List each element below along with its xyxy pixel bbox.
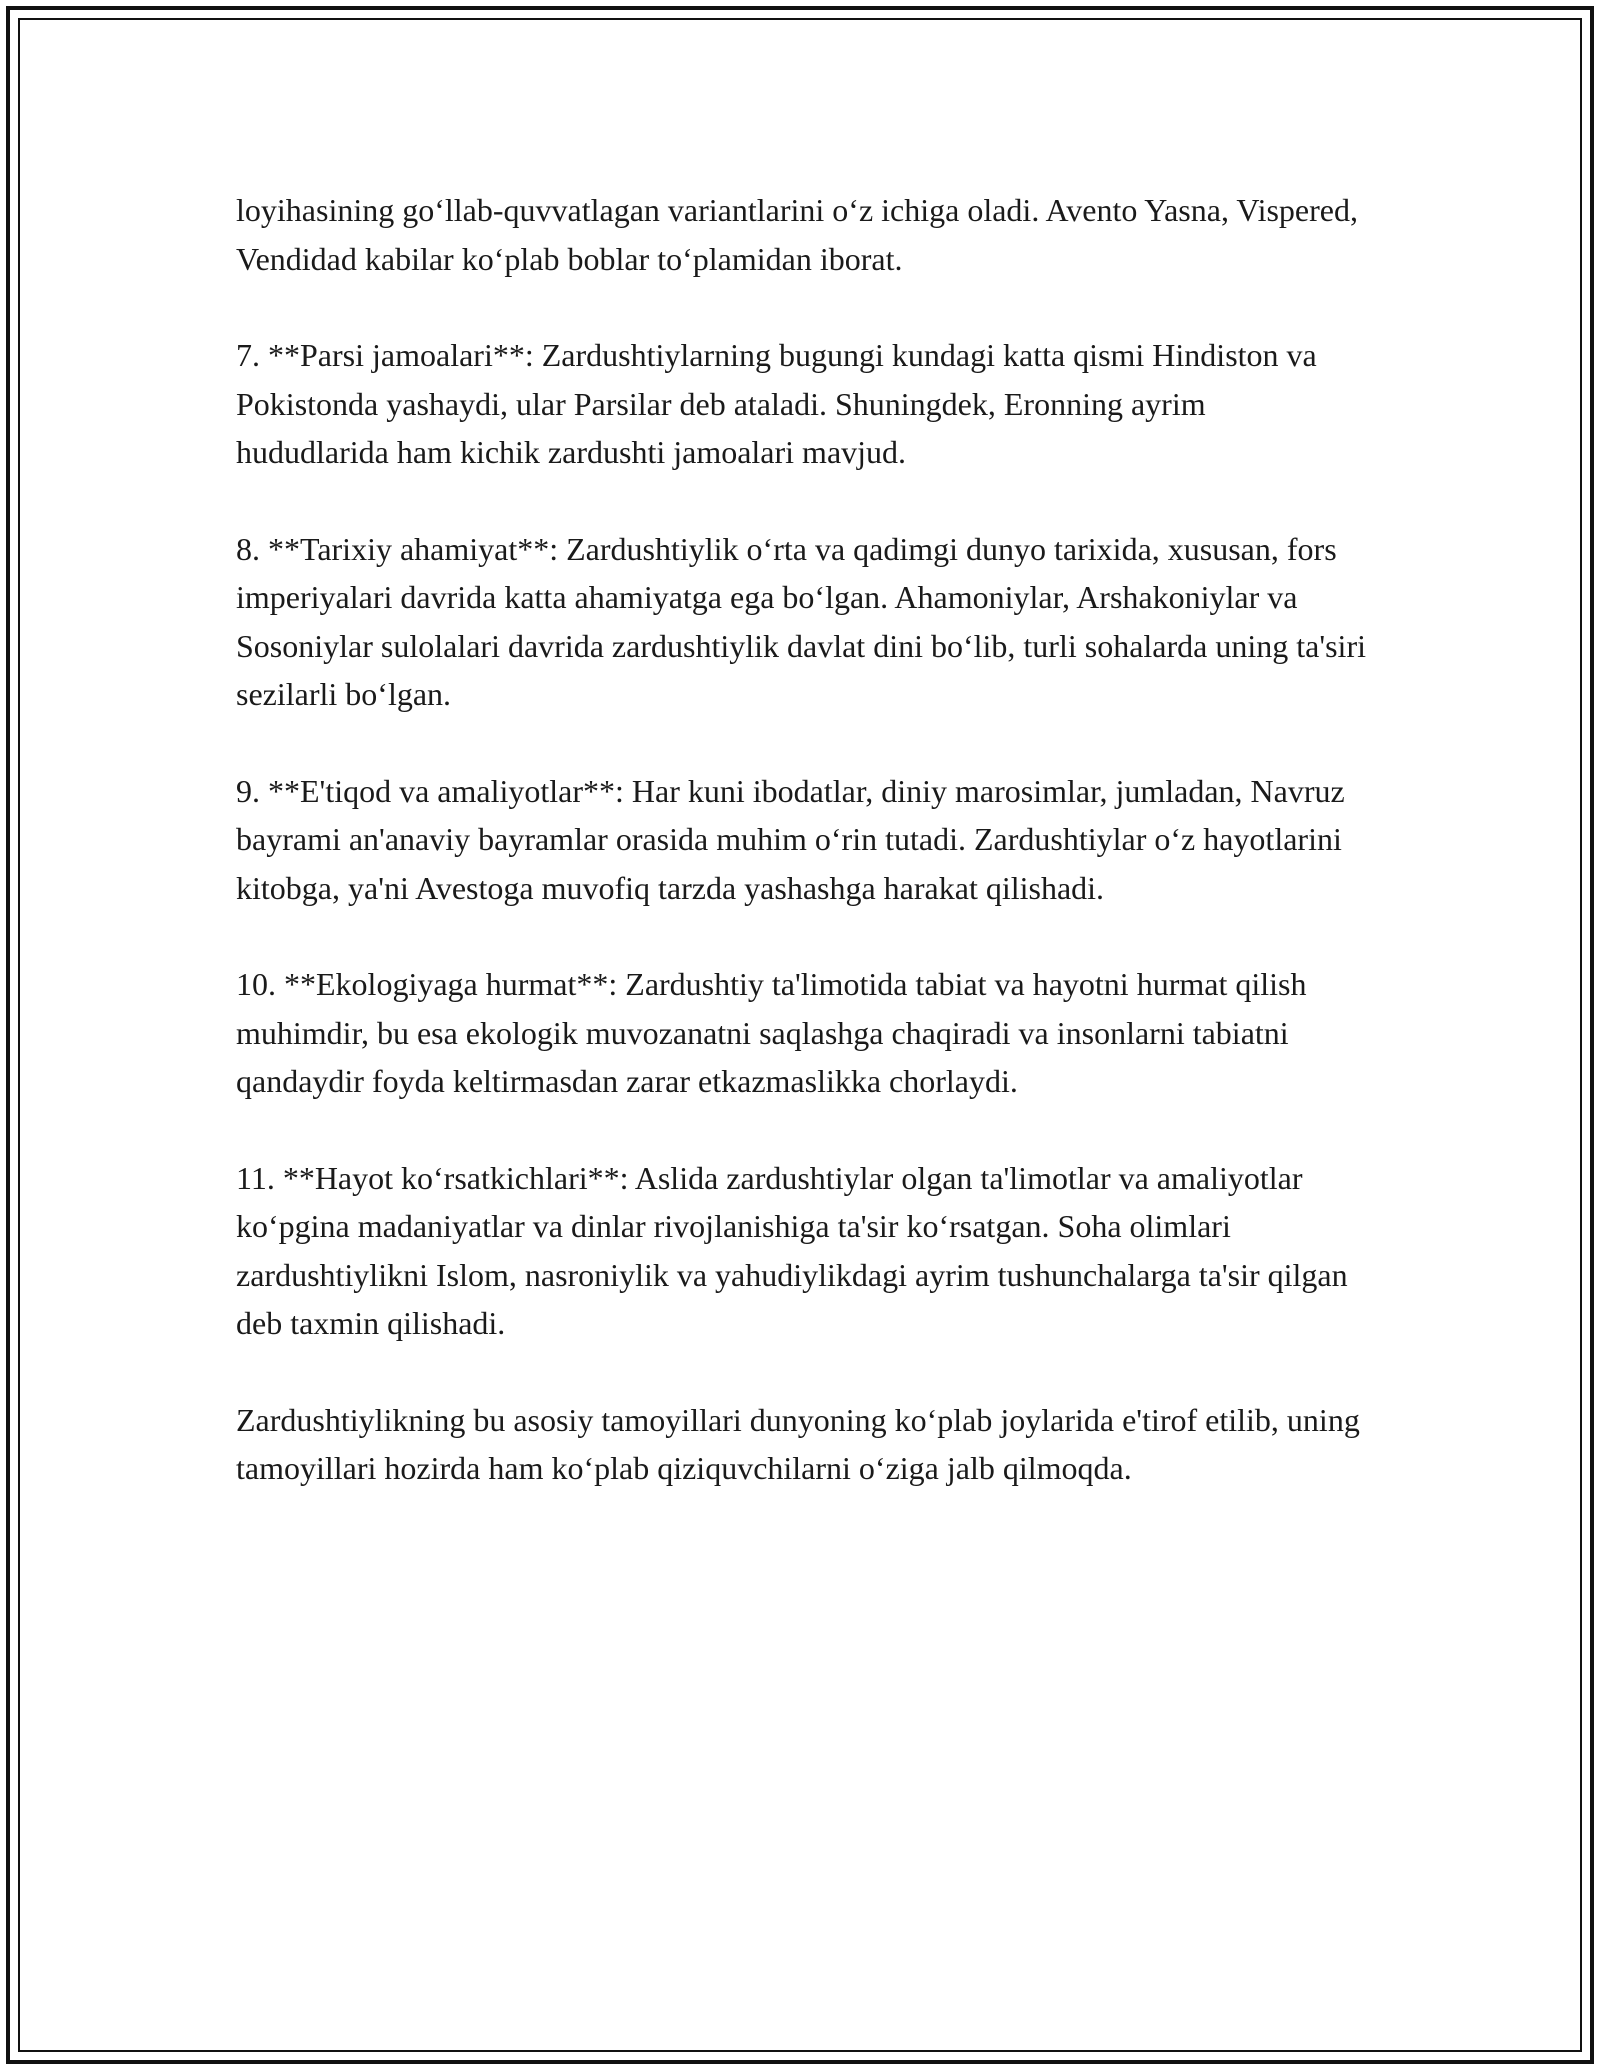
document-body bbox=[236, 186, 1366, 1541]
paragraph-continuation: loyihasining go‘llab-quvvatlagan variantlarini o‘z ichiga oladi. Avento Yasna, Vispered, Vendidad kabilar ko‘plab boblar to‘plamidan iborat. bbox=[236, 192, 1358, 277]
paragraph-etiqod-va-amaliyotlar: 9. **E'tiqod va amaliyotlar**: Har kuni ibodatlar, diniy marosimlar, jumladan, Navruz bayrami an'anaviy bayramlar orasida muhim o‘rin tutadi. Zardushtiylar o‘z hayotlarini kitobga, ya'ni Avestoga muvofiq tarzda yashashga harakat qilishadi. bbox=[236, 772, 1345, 906]
paragraph-hayot-korsatkichlari: 11. **Hayot ko‘rsatkichlari**: Aslida zardushtiylar olgan ta'limotlar va amaliyotlar ko‘pgina madaniyatlar va dinlar rivojlanishiga ta'sir ko‘rsatgan. Soha olimlari zardushtiylikni Islom, nasroniylik va yahudiylikdagi ayrim tushunchalarga ta'sir qilgan deb taxmin qilishadi. bbox=[236, 1159, 1348, 1341]
paragraph-conclusion: Zardushtiylikning bu asosiy tamoyillari dunyoning ko‘plab joylarida e'tirof etilib, uning tamoyillari hozirda ham ko‘plab qiziquvchilarni o‘ziga jalb qilmoqda. bbox=[236, 1401, 1360, 1486]
paragraph-ekologiyaga-hurmat: 10. **Ekologiyaga hurmat**: Zardushtiy ta'limotida tabiat va hayotni hurmat qilish muhimdir, bu esa ekologik muvozanatni saqlashga chaqiradi va insonlarni tabiatni qandaydir foyda keltirmasdan zarar etkazmaslikka chorlaydi. bbox=[236, 966, 1307, 1099]
paragraph-tarixiy-ahamiyat: 8. **Tarixiy ahamiyat**: Zardushtiylik o‘rta va qadimgi dunyo tarixida, xususan, fors imperiyalari davrida katta ahamiyatga ega bo‘lgan. Ahamoniylar, Arshakoniylar va Sosoniylar sulolalari davrida zardushtiylik davlat dini bo‘lib, turli sohalarda uning ta'siri sezilarli bo‘lgan. bbox=[236, 530, 1366, 712]
paragraph-parsi-jamoalari: 7. **Parsi jamoalari**: Zardushtiylarning bugungi kundagi katta qismi Hindiston va Pokistonda yashaydi, ular Parsilar deb ataladi. Shuningdek, Eronning ayrim hududlarida ham kichik zardushti jamoalari mavjud. bbox=[236, 337, 1317, 470]
